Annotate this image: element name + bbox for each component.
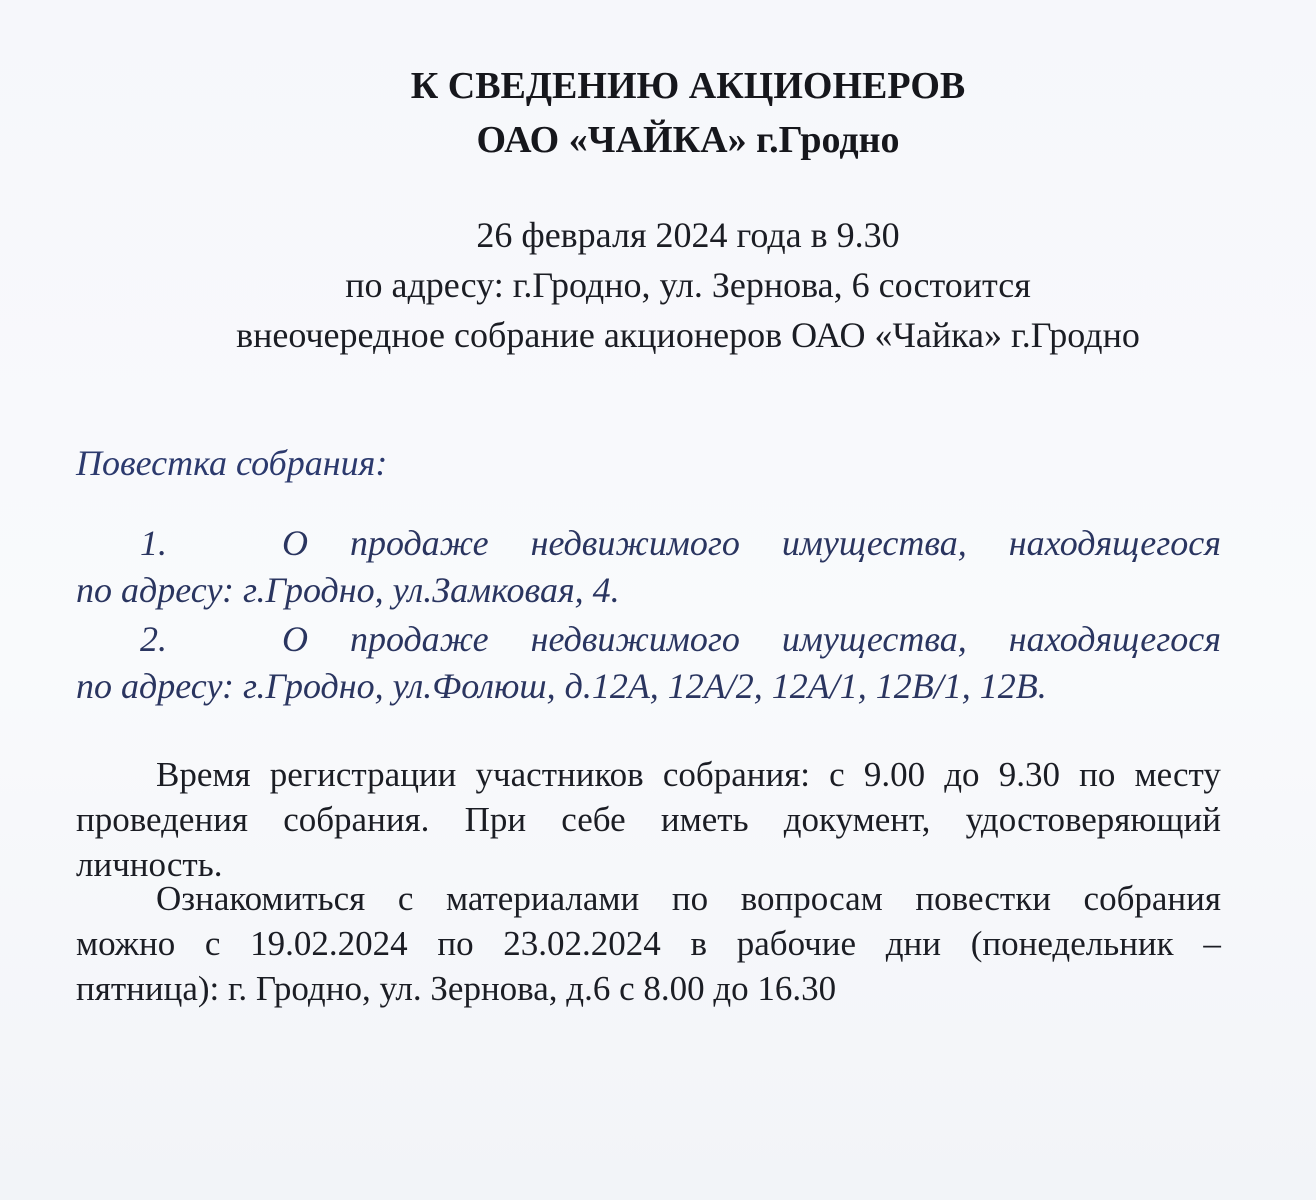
agenda-item-address: по адресу: г.Гродно, ул.Фолюш, д.12А, 12А/2, 12А/1, 12В/1, 12В. — [76, 666, 1047, 706]
meeting-date: 26 февраля 2024 года в 9.30 — [476, 215, 900, 255]
word: в — [690, 924, 708, 963]
word: себе — [561, 800, 626, 839]
agenda-word: имущества, — [781, 523, 967, 563]
word: 9.30 — [998, 755, 1060, 794]
word: 19.02.2024 — [250, 924, 408, 963]
agenda-word: недвижимого — [530, 523, 740, 563]
word: с — [204, 924, 221, 963]
word: При — [464, 800, 527, 839]
agenda-word: продаже — [349, 619, 489, 659]
agenda-word: О — [281, 619, 308, 659]
agenda-word: находящегося — [1008, 619, 1221, 659]
agenda-item — [76, 520, 1221, 614]
agenda-word: имущества, — [781, 619, 967, 659]
agenda-item-number: 2. — [140, 619, 167, 659]
word: – — [1203, 924, 1221, 963]
company-title: ОАО «ЧАЙКА» г.Гродно — [476, 119, 900, 161]
word: по — [671, 879, 709, 918]
agenda-word: находящегося — [1008, 523, 1221, 563]
word: можно — [76, 924, 176, 963]
word: с — [397, 879, 414, 918]
paragraph-line — [76, 797, 1221, 842]
word: материалами — [445, 879, 640, 918]
agenda-item-number: 1. — [140, 523, 167, 563]
materials-paragraph — [76, 876, 1221, 1011]
word: до — [944, 755, 980, 794]
paragraph-line: пятница): г. Гродно, ул. Зернова, д.6 с 8.00 до 16.30 — [76, 969, 837, 1008]
word: 9.00 — [863, 755, 926, 794]
notice-title: К СВЕДЕНИЮ АКЦИОНЕРОВ — [410, 65, 966, 107]
registration-paragraph — [76, 752, 1221, 887]
word: по — [1079, 755, 1116, 794]
word: рабочие — [736, 924, 857, 963]
agenda-item — [76, 616, 1221, 710]
word: собрания: — [662, 755, 811, 794]
word: (понедельник — [970, 924, 1174, 963]
word: собрания — [1083, 879, 1221, 918]
paragraph-line — [76, 876, 1221, 921]
agenda-word: недвижимого — [530, 619, 740, 659]
word: дни — [885, 924, 942, 963]
agenda-word: О — [281, 523, 308, 563]
paragraph-line: личность. — [76, 845, 223, 884]
word: иметь — [660, 800, 749, 839]
word: вопросам — [740, 879, 883, 918]
word: регистрации — [269, 755, 457, 794]
word: собрания. — [283, 800, 430, 839]
word: Ознакомиться — [156, 879, 366, 918]
agenda-item-address: по адресу: г.Гродно, ул.Замковая, 4. — [76, 570, 620, 610]
paragraph-line — [76, 752, 1221, 797]
word: повестки — [915, 879, 1051, 918]
word: по — [437, 924, 474, 963]
word: удостоверяющий — [965, 800, 1221, 839]
word: участников — [475, 755, 644, 794]
word: с — [829, 755, 845, 794]
word: проведения — [76, 800, 249, 839]
agenda-word: продаже — [349, 523, 489, 563]
word: документ, — [783, 800, 931, 839]
agenda-heading: Повестка собрания: — [76, 443, 388, 483]
meeting-address: по адресу: г.Гродно, ул. Зернова, 6 состоится — [345, 265, 1031, 305]
meeting-description: внеочередное собрание акционеров ОАО «Чайка» г.Гродно — [236, 315, 1140, 355]
word: 23.02.2024 — [503, 924, 661, 963]
agenda-item-first-line — [76, 616, 1221, 663]
paragraph-line — [76, 921, 1221, 966]
word: Время — [156, 755, 251, 794]
word: месту — [1134, 755, 1221, 794]
agenda-item-first-line — [76, 520, 1221, 567]
